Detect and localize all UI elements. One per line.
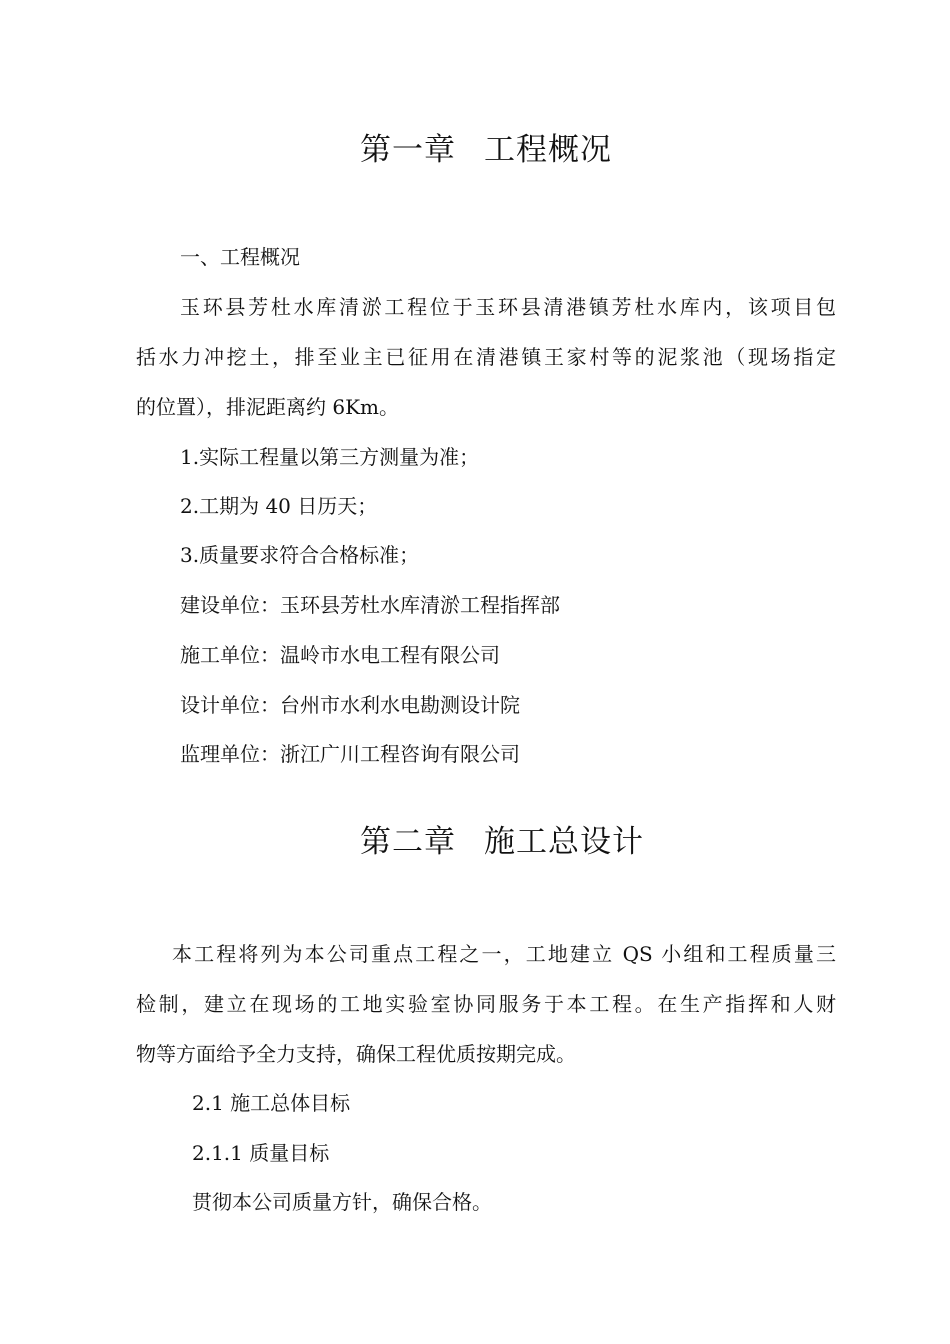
quality-target-text: 贯彻本公司质量方针，确保合格。 xyxy=(192,1190,492,1214)
subsection-2-1-heading: 2.1 施工总体目标 xyxy=(192,1091,351,1115)
chapter-1-number: 第一章 xyxy=(360,132,456,168)
unit-designer: 设计单位：台州市水利水电勘测设计院 xyxy=(180,693,520,717)
overview-line-1: 玉环县芳杜水库清淤工程位于玉环县清港镇芳杜水库内，该项目包 xyxy=(180,295,836,319)
chapter-2-number: 第二章 xyxy=(360,824,456,860)
subsection-2-1-1-heading: 2.1.1 质量目标 xyxy=(192,1141,330,1165)
section-1-heading: 一、工程概况 xyxy=(180,245,300,269)
overview-line-2: 括水力冲挖土，排至业主已征用在清港镇王家村等的泥浆池（现场指定 xyxy=(136,345,836,369)
chapter-1-heading xyxy=(360,130,612,170)
chapter-2-heading xyxy=(360,822,644,862)
unit-contractor: 施工单位：温岭市水电工程有限公司 xyxy=(180,643,500,667)
list-item-1: 1.实际工程量以第三方测量为准； xyxy=(180,445,480,469)
chapter-2-line-1: 本工程将列为本公司重点工程之一，工地建立 QS 小组和工程质量三 xyxy=(172,942,836,966)
overview-line-3: 的位置），排泥距离约 6Km。 xyxy=(136,395,399,419)
chapter-2-line-3: 物等方面给予全力支持，确保工程优质按期完成。 xyxy=(136,1042,576,1066)
list-item-2: 2.工期为 40 日历天； xyxy=(180,494,378,518)
chapter-1-title: 工程概况 xyxy=(484,132,612,168)
chapter-2-line-2: 检制，建立在现场的工地实验室协同服务于本工程。在生产指挥和人财 xyxy=(136,992,836,1016)
unit-supervisor: 监理单位：浙江广川工程咨询有限公司 xyxy=(180,742,520,766)
unit-construction-owner: 建设单位：玉环县芳杜水库清淤工程指挥部 xyxy=(180,593,560,617)
chapter-2-title: 施工总设计 xyxy=(484,824,644,860)
list-item-3: 3.质量要求符合合格标准； xyxy=(180,543,420,567)
